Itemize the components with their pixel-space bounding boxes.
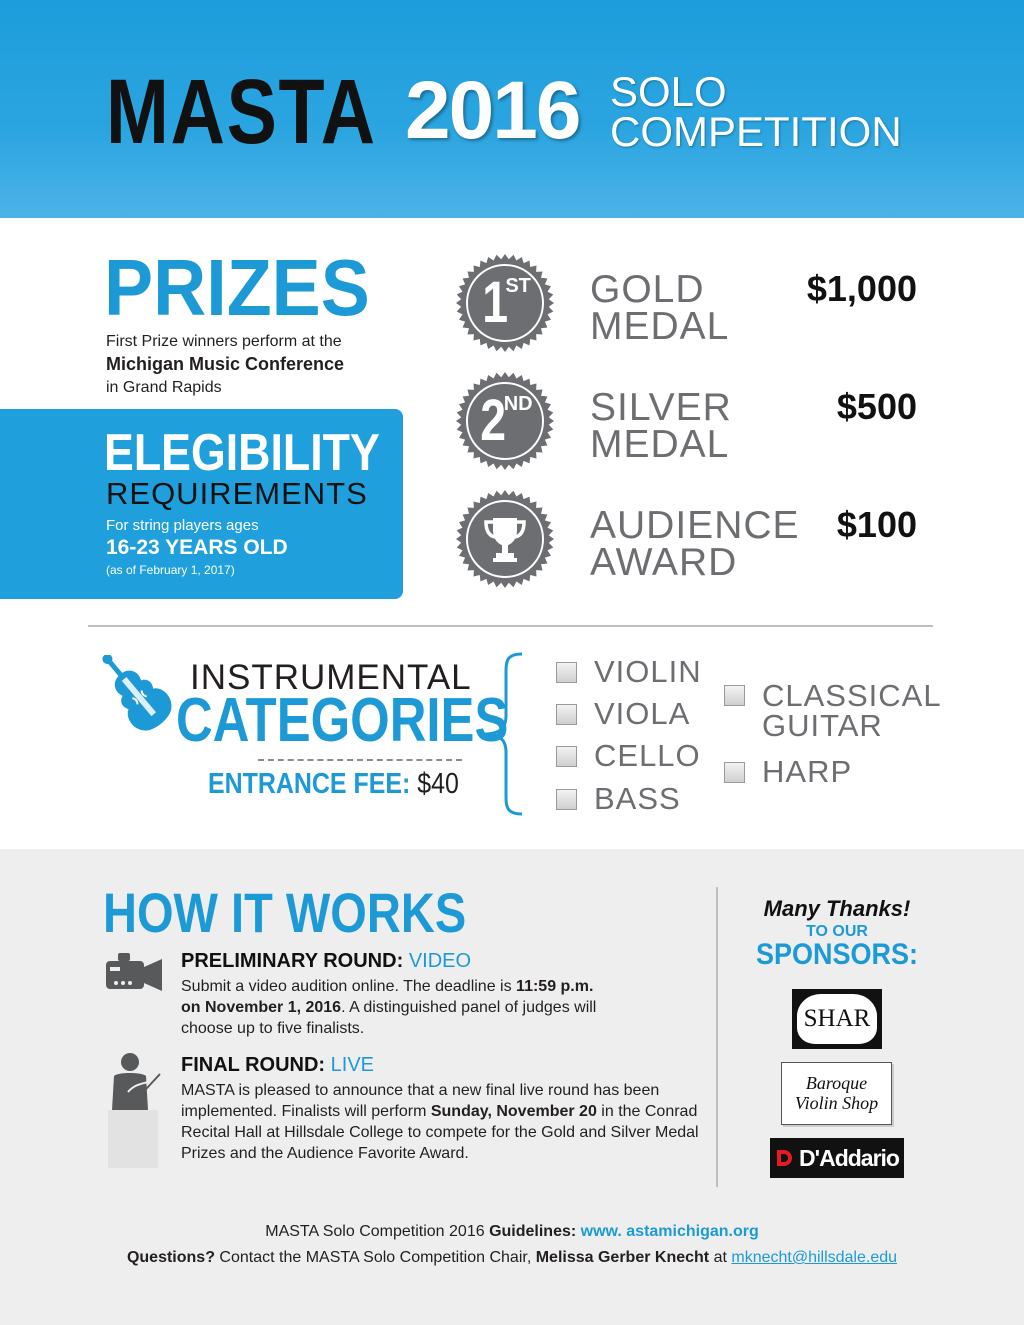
curly-brace — [478, 650, 528, 818]
gold-line2: MEDAL — [590, 305, 730, 348]
eligibility-ages: 16-23 YEARS OLD — [106, 536, 288, 559]
violinist-icon — [104, 1052, 162, 1170]
category-label: VIOLIN — [594, 654, 702, 689]
first-place-badge — [455, 253, 555, 353]
checkbox-icon[interactable] — [556, 662, 577, 683]
fee-value: $40 — [417, 768, 459, 800]
daddario-logo[interactable]: D'Addario — [770, 1138, 904, 1178]
sponsors-heading: SPONSORS: — [755, 938, 919, 971]
round-name: PRELIMINARY ROUND — [181, 950, 397, 972]
category-viola[interactable] — [556, 696, 691, 731]
preliminary-round-text: Submit a video audition online. The deadline is 11:59 p.m. on November 1, 2016. A distinguished panel of judges will choose up to five finalists. — [181, 978, 597, 1037]
audience-award-badge — [455, 489, 555, 589]
checkbox-icon[interactable] — [556, 746, 577, 767]
preliminary-round-title: PRELIMINARY ROUND: VIDEO — [181, 950, 472, 972]
guidelines-link[interactable]: www. astamichigan.org — [580, 1223, 759, 1240]
guidelines-line: MASTA Solo Competition 2016 Guidelines: www. astamichigan.org — [265, 1223, 759, 1240]
many-thanks: Many Thanks! — [763, 896, 911, 921]
category-cello[interactable] — [556, 738, 701, 773]
shar-logo[interactable]: SHAR — [792, 989, 882, 1049]
questions-line: Questions? Contact the MASTA Solo Competition Chair, Melissa Gerber Knecht at mknecht@hillsdale.edu — [126, 1249, 898, 1266]
email-link[interactable]: mknecht@hillsdale.edu — [731, 1249, 898, 1266]
category-harp[interactable] — [724, 754, 853, 789]
audience-line1: AUDIENCE — [590, 504, 800, 547]
category-label: CLASSICAL GUITAR — [762, 678, 942, 743]
eligibility-heading: ELEGIBILITY — [104, 424, 380, 482]
categories-heading: CATEGORIES — [176, 686, 509, 755]
badge-number: 1 — [482, 270, 509, 335]
category-label: BASS — [594, 781, 681, 816]
checkbox-icon[interactable] — [724, 685, 745, 706]
prizes-desc-line3: in Grand Rapids — [106, 379, 222, 396]
round-mode: LIVE — [330, 1054, 374, 1076]
title-line-2: COMPETITION — [610, 108, 902, 155]
category-violin[interactable] — [556, 654, 702, 689]
silver-line2: MEDAL — [590, 423, 730, 466]
silver-line1: SILVER — [590, 386, 732, 429]
masta-logo: MASTA — [106, 61, 377, 163]
second-place-badge — [455, 371, 555, 471]
prizes-description — [106, 331, 344, 399]
gold-line1: GOLD — [590, 268, 705, 311]
entrance-fee — [208, 768, 459, 801]
dashed-divider — [258, 759, 462, 761]
prizes-desc-line1: First Prize winners perform at the — [106, 333, 342, 350]
daddario-mark-icon — [775, 1148, 795, 1168]
instrumental-heading: INSTRUMENTAL — [190, 658, 472, 697]
checkbox-icon[interactable] — [724, 762, 745, 783]
fee-label: ENTRANCE FEE: — [208, 768, 411, 800]
audience-amount: $100 — [836, 504, 917, 545]
round-name: FINAL ROUND — [181, 1054, 319, 1076]
trophy-icon — [482, 514, 528, 564]
competition-title — [610, 68, 902, 155]
eligibility-as-of: (as of February 1, 2017) — [106, 563, 235, 577]
video-camera-icon — [104, 953, 164, 999]
to-our-label: TO OUR — [806, 923, 868, 940]
sponsor-divider — [716, 887, 718, 1187]
final-round-text: MASTA is pleased to announce that a new final live round has been implemented. Finalists will perform Sunday, November 20 in the Conrad Recital Hall at Hillsdale College to compete for the Gold and Silver Medal Prizes and the Audience Favorite Award. — [181, 1082, 699, 1162]
gold-medal-label — [590, 268, 730, 348]
checkbox-icon[interactable] — [556, 789, 577, 810]
eligibility-for-text: For string players ages — [106, 517, 259, 534]
header-banner — [0, 0, 1024, 218]
badge-suffix: ST — [505, 275, 531, 297]
prizes-heading: PRIZES — [104, 243, 370, 332]
category-label: CELLO — [594, 738, 701, 773]
badge-suffix: ND — [503, 393, 533, 415]
prizes-desc-line2: Michigan Music Conference — [106, 354, 345, 374]
badge-number: 2 — [480, 388, 507, 453]
requirements-heading: REQUIREMENTS — [106, 476, 368, 511]
audience-line2: AWARD — [590, 541, 738, 584]
title-line-1: SOLO — [610, 68, 727, 115]
final-round-title: FINAL ROUND: LIVE — [181, 1054, 374, 1076]
category-label: HARP — [762, 754, 853, 789]
baroque-violin-shop-logo[interactable]: Baroque Violin Shop — [781, 1062, 892, 1125]
checkbox-icon[interactable] — [556, 704, 577, 725]
category-label: VIOLA — [594, 696, 691, 731]
silver-amount: $500 — [836, 386, 917, 427]
category-bass[interactable] — [556, 781, 681, 816]
round-mode: VIDEO — [408, 950, 472, 972]
category-classical-guitar[interactable] — [724, 678, 942, 743]
section-divider — [88, 625, 933, 627]
how-it-works-heading: HOW IT WORKS — [103, 881, 467, 944]
silver-medal-label — [590, 386, 732, 466]
competition-year: 2016 — [405, 65, 580, 156]
gold-amount: $1,000 — [806, 268, 917, 309]
